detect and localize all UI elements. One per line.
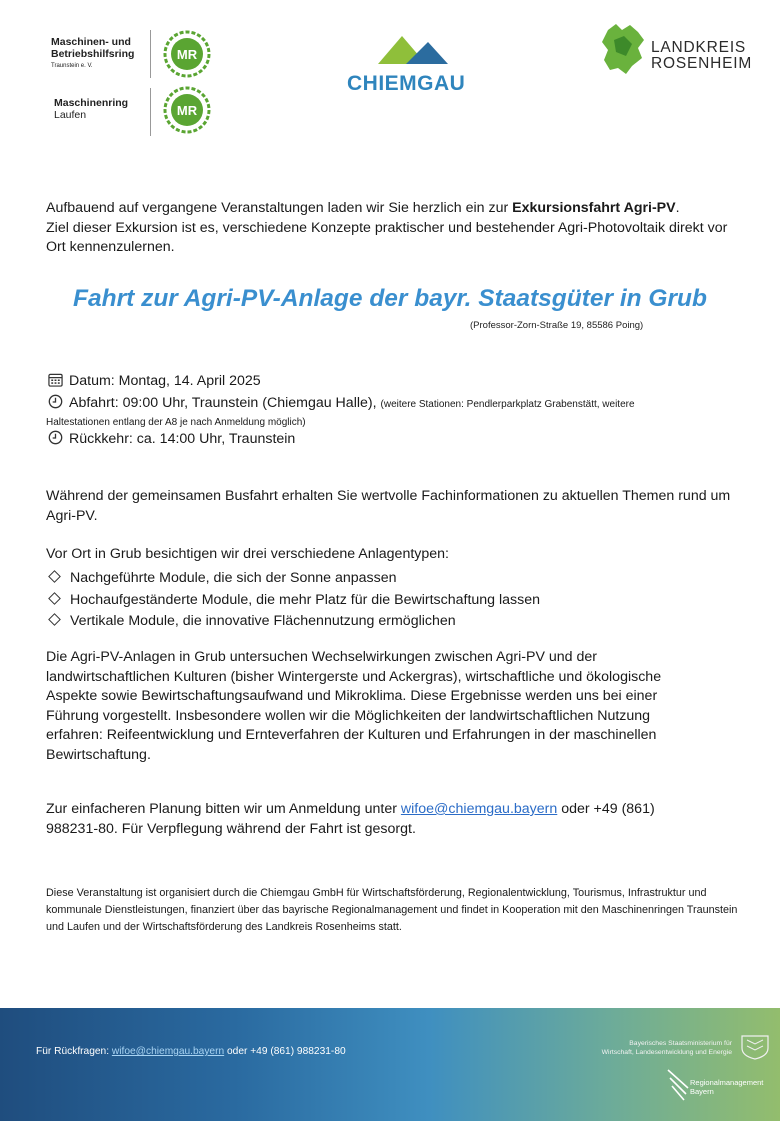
regionalmanagement-arrows-icon — [666, 1068, 692, 1102]
clock-icon — [48, 394, 63, 409]
svg-text:MR: MR — [176, 103, 198, 118]
list-item: Hochaufgeständerte Module, die mehr Platz für die Bewirtschaftung lassen — [48, 590, 540, 612]
chiemgau-logo-text: CHIEMGAU — [347, 72, 466, 95]
address: (Professor-Zorn-Straße 19, 85586 Poing) — [470, 320, 644, 331]
ministry-text: Bayerisches Staatsministerium für Wirtschaft, Landesentwicklung und Energie — [601, 1040, 732, 1056]
mr-logo-traunstein — [163, 30, 211, 78]
calendar-icon — [48, 372, 63, 387]
chiemgau-mountain-logo — [376, 34, 448, 66]
paragraph-anmeldung: Zur einfacheren Planung bitten wir um Anmeldung unter wifoe@chiemgau.bayern oder +49 (861) 988231-80. Für Verpflegung während der Fahrt ist gesorgt. — [46, 801, 655, 837]
divider — [150, 88, 151, 136]
detail-abfahrt: Abfahrt: 09:00 Uhr, Traunstein (Chiemgau Halle), (weitere Stationen: Pendlerparkplatz Grabenstätt, weitere — [48, 394, 635, 414]
divider — [150, 30, 151, 78]
list-item: Nachgeführte Module, die sich der Sonne anpassen — [48, 568, 540, 590]
paragraph-anlagen: Die Agri-PV-Anlagen in Grub untersuchen Wechselwirkungen zwischen Agri-PV und der landwirtschaftlichen Kulturen (bisher Wintergerste und Ackergras), wirtschaftliche und ökologische Aspekte sowie Bewirtschaftungsaufwand und Mikroklima. Diese Ergebnisse werden uns bei einer Führung vorgestellt. Insbesondere wollen wir die Möglichkeiten der landwirtschaftlichen Nutzung erfahren: Reifeentwicklung und Ernteverfahren der Kulturen und Erfahrungen in der maschinellen Bewirtschaftung. — [46, 649, 662, 763]
mr-laufen-name: Maschinenring Laufen — [54, 97, 129, 121]
mr-traunstein-name: Maschinen- und Betriebshilfsring Traunstein e. V. — [51, 36, 135, 69]
diamond-bullet-icon — [48, 592, 61, 605]
email-link[interactable]: wifoe@chiemgau.bayern — [400, 801, 558, 817]
page-title: Fahrt zur Agri-PV-Anlage der bayr. Staatsgüter in Grub — [73, 285, 707, 312]
svg-text:MR: MR — [176, 47, 198, 62]
detail-rueckkehr: Rückkehr: ca. 14:00 Uhr, Traunstein — [48, 430, 295, 449]
mr-logo-laufen — [163, 86, 211, 134]
footer-band — [0, 1008, 780, 1121]
clock-icon — [48, 430, 63, 445]
organizer-note: Diese Veranstaltung ist organisiert durch die Chiemgau GmbH für Wirtschaftsförderung, Regionalentwicklung, Tourismus, Infrastruktur und kommunale Dienstleistungen, finanziert über das bayrische Regionalmanagement und findet in Kooperation mit den Maschinenringen Traunstein und Laufen und der Wirtschaftsförderung des Landkreis Rosenheims statt. — [46, 887, 738, 933]
anlagentypen-list — [48, 568, 540, 633]
footer-email-link[interactable]: wifoe@chiemgau.bayern — [111, 1046, 225, 1057]
landkreis-rosenheim-emblem — [600, 22, 646, 76]
diamond-bullet-icon — [48, 613, 61, 626]
paragraph-vor-ort: Vor Ort in Grub besichtigen wir drei verschiedene Anlagentypen: — [46, 546, 449, 562]
intro-paragraph: Aufbauend auf vergangene Veranstaltungen laden wir Sie herzlich ein zur Exkursionsfahrt Agri-PV. Ziel dieser Exkursion ist es, verschiedene Konzepte praktischer und bestehender Agri-Photovoltaik direkt vor Ort kennenzulernen. — [46, 200, 728, 256]
regionalmanagement-text: Regionalmanagement Bayern — [690, 1078, 764, 1096]
list-item: Vertikale Module, die innovative Flächennutzung ermöglichen — [48, 611, 540, 633]
landkreis-rosenheim-text: LANDKREIS ROSENHEIM — [651, 39, 753, 72]
detail-datum: Datum: Montag, 14. April 2025 — [48, 372, 261, 391]
bavaria-coat-of-arms-icon — [738, 1034, 772, 1060]
footer-contact: Für Rückfragen: wifoe@chiemgau.bayern oder +49 (861) 988231-80 — [36, 1046, 346, 1057]
paragraph-bus: Während der gemeinsamen Busfahrt erhalten Sie wertvolle Fachinformationen zu aktuellen Themen rund um Agri-PV. — [46, 488, 731, 524]
diamond-bullet-icon — [48, 570, 61, 583]
detail-abfahrt-note: Haltestationen entlang der A8 je nach Anmeldung möglich) — [46, 417, 306, 428]
